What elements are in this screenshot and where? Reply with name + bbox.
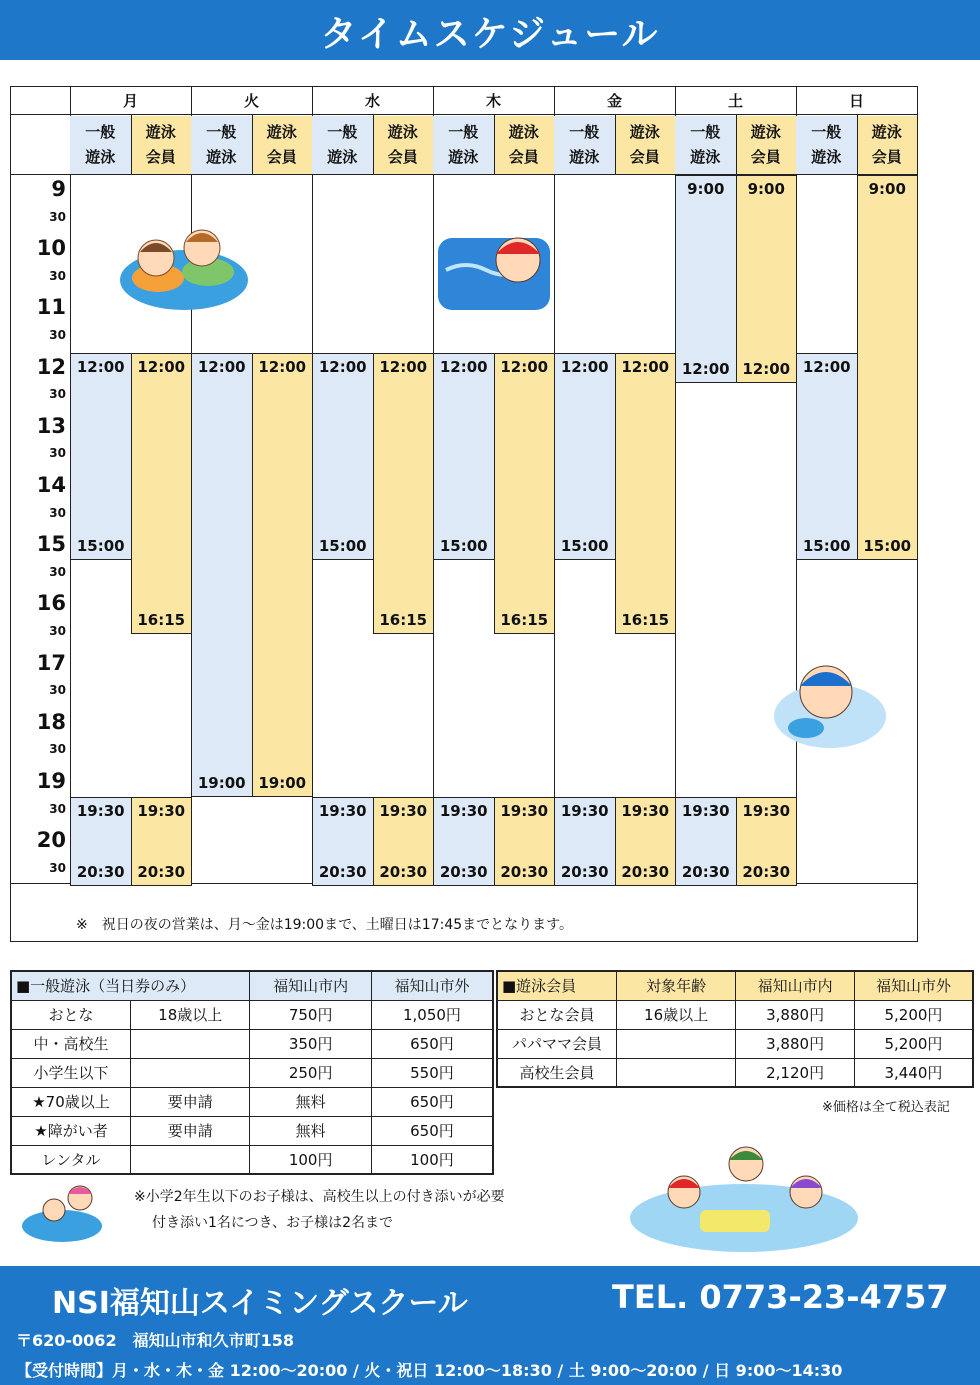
col-city-inside: 福知山市内 (250, 971, 371, 1000)
child-note-line1: ※小学2年生以下のお子様は、高校生以上の付き添いが必要 (134, 1189, 505, 1205)
block-end-time: 16:15 (500, 611, 549, 630)
block-end-time: 20:30 (76, 862, 125, 881)
col-target-age: 対象年齢 (616, 971, 735, 1000)
col-member-header (615, 116, 676, 174)
col-member-header (857, 116, 918, 174)
block-start-time: 19:30 (621, 801, 670, 820)
member-price-row (497, 1000, 973, 1029)
block-start-time: 19:30 (137, 801, 186, 820)
price-cell (616, 1029, 735, 1058)
reception-hours: 【受付時間】月・水・木・金 12:00～20:00 / 火・祝日 12:00～18:30 / 土 9:00～20:00 / 日 9:00～14:30 (16, 1361, 843, 1380)
block-start-time: 12:00 (137, 357, 186, 376)
general-swim-block (312, 353, 374, 561)
day-label: 月 (122, 92, 138, 110)
general-price-row (11, 1087, 493, 1116)
col-member-line1: 遊泳 (508, 123, 539, 141)
col-general-line2: 遊泳 (690, 148, 721, 166)
block-end-time: 15:00 (863, 537, 912, 556)
general-price-row (11, 1000, 493, 1029)
col-general-line2: 遊泳 (448, 148, 479, 166)
price-cell: 350円 (250, 1029, 371, 1058)
hour-label: 13 (36, 413, 66, 438)
hour-label: 11 (36, 295, 66, 320)
block-end-time: 16:15 (621, 611, 670, 630)
general-swim-block (433, 797, 495, 886)
sub-divider (494, 114, 495, 175)
block-start-time: 19:30 (500, 801, 549, 820)
member-swim-block (494, 353, 556, 635)
general-swim-block (554, 353, 616, 561)
hour-label: 9 (51, 177, 66, 201)
price-cell: 650円 (371, 1029, 493, 1058)
col-member-header (736, 116, 797, 174)
col-general-line2: 遊泳 (206, 148, 237, 166)
price-cell: 5,200円 (854, 1029, 973, 1058)
block-start-time: 19:30 (439, 801, 488, 820)
half-hour-label: 30 (49, 860, 66, 875)
block-start-time: 12:00 (560, 357, 609, 376)
block-end-time: 15:00 (318, 537, 367, 556)
sub-divider (131, 114, 132, 175)
block-start-time: 9:00 (747, 180, 785, 198)
footer-banner (0, 1266, 980, 1385)
block-end-time: 20:30 (560, 862, 609, 881)
block-end-time: 12:00 (742, 359, 791, 378)
col-member-line2: 会員 (387, 148, 418, 166)
member-price-row (497, 1029, 973, 1058)
member-swim-block (373, 797, 435, 886)
child-note-line2: 付き添い1名につき、お子様は2名まで (152, 1215, 393, 1231)
day-label: 火 (243, 92, 259, 110)
school-name: NSI福知山スイミングスクール (52, 1286, 468, 1321)
member-price-title: ■遊泳会員 (497, 971, 616, 1000)
kids-float-illustration (118, 220, 250, 312)
col-member-header (131, 116, 192, 174)
half-hour-label: 30 (49, 801, 66, 816)
hour-label: 19 (36, 769, 66, 793)
block-end-time: 20:30 (500, 862, 549, 881)
price-cell: 750円 (250, 1000, 371, 1029)
price-cell: ★70歳以上 (11, 1087, 131, 1116)
col-member-line2: 会員 (750, 148, 781, 166)
hour-label: 12 (36, 354, 66, 379)
price-cell: 3,880円 (736, 1029, 855, 1058)
block-start-time: 19:30 (742, 801, 791, 820)
price-cell: 3,440円 (854, 1058, 973, 1087)
block-end-time: 15:00 (439, 537, 488, 556)
general-price-row (11, 1029, 493, 1058)
swimmer-illustration-2 (770, 654, 888, 752)
price-cell: 100円 (250, 1145, 371, 1174)
block-start-time: 12:00 (197, 357, 246, 376)
price-cell: 550円 (371, 1058, 493, 1087)
member-swim-block (131, 353, 193, 635)
price-cell: 3,880円 (736, 1000, 855, 1029)
block-end-time: 20:30 (137, 862, 186, 881)
block-start-time: 19:30 (76, 801, 125, 820)
sub-divider (252, 114, 253, 175)
header-divider (10, 114, 918, 115)
col-general-line1: 一般 (85, 123, 116, 141)
col-member-line2: 会員 (266, 148, 297, 166)
col-general-header (554, 116, 615, 174)
sub-divider (615, 114, 616, 175)
general-price-table (10, 970, 494, 1175)
hour-label: 10 (36, 236, 66, 261)
day-label: 土 (727, 92, 743, 110)
general-swim-block (675, 175, 737, 383)
price-cell: 中・高校生 (11, 1029, 131, 1058)
sub-divider (373, 114, 374, 175)
member-price-header (497, 971, 973, 1000)
member-swim-block (131, 797, 193, 886)
price-cell: 高校生会員 (497, 1058, 616, 1087)
block-end-time: 20:30 (742, 862, 791, 881)
half-hour-label: 30 (49, 564, 66, 579)
half-hour-label: 30 (49, 446, 66, 461)
block-end-time: 16:15 (379, 611, 428, 630)
price-cell: 小学生以下 (11, 1058, 131, 1087)
day-label: 金 (606, 92, 622, 110)
hour-label: 20 (36, 828, 66, 853)
block-end-time: 20:30 (379, 862, 428, 881)
half-hour-label: 30 (49, 683, 66, 698)
block-end-time: 12:00 (681, 359, 730, 378)
col-member-line1: 遊泳 (871, 123, 902, 141)
col-member-line1: 遊泳 (750, 123, 781, 141)
col-member-header (494, 116, 555, 174)
general-swim-block (796, 353, 858, 561)
col-member-line1: 遊泳 (629, 123, 660, 141)
member-swim-block (615, 797, 677, 886)
general-swim-block (675, 797, 737, 886)
day-label: 日 (848, 92, 864, 110)
price-cell: 650円 (371, 1116, 493, 1145)
col-general-header (675, 116, 736, 174)
price-cell: 要申請 (131, 1087, 250, 1116)
col-general-header (70, 116, 131, 174)
col-member-line1: 遊泳 (387, 123, 418, 141)
half-hour-label: 30 (49, 209, 66, 224)
hour-label: 16 (36, 591, 66, 616)
col-general-line2: 遊泳 (569, 148, 600, 166)
block-end-time: 20:30 (439, 862, 488, 881)
block-start-time: 12:00 (439, 357, 488, 376)
block-end-time: 15:00 (76, 537, 125, 556)
col-member-header (373, 116, 434, 174)
col-general-line1: 一般 (569, 123, 600, 141)
member-swim-block (494, 797, 556, 886)
price-cell: 1,050円 (371, 1000, 493, 1029)
parent-child-illustration (20, 1180, 104, 1244)
col-general-line1: 一般 (690, 123, 721, 141)
price-cell: 無料 (250, 1087, 371, 1116)
col-member-line1: 遊泳 (145, 123, 176, 141)
day-label: 水 (364, 92, 380, 110)
col-general-header (312, 116, 373, 174)
price-cell (616, 1058, 735, 1087)
block-end-time: 16:15 (137, 611, 186, 630)
price-cell: おとな (11, 1000, 131, 1029)
col-general-header (433, 116, 494, 174)
price-cell: パパママ会員 (497, 1029, 616, 1058)
general-price-row (11, 1058, 493, 1087)
price-cell: レンタル (11, 1145, 131, 1174)
col-general-line2: 遊泳 (811, 148, 842, 166)
page-title: タイムスケジュール (320, 14, 660, 55)
sub-divider (857, 114, 858, 175)
hour-label: 15 (36, 532, 66, 557)
half-hour-label: 30 (49, 387, 66, 402)
col-member-line2: 会員 (871, 148, 902, 166)
col-member-line1: 遊泳 (266, 123, 297, 141)
kids-pool-illustration (628, 1130, 860, 1254)
block-start-time: 12:00 (500, 357, 549, 376)
col-member-line2: 会員 (508, 148, 539, 166)
block-start-time: 12:00 (258, 357, 307, 376)
hour-label: 18 (36, 709, 66, 734)
block-start-time: 12:00 (379, 357, 428, 376)
block-end-time: 15:00 (560, 537, 609, 556)
member-swim-block (736, 175, 798, 383)
half-hour-label: 30 (49, 624, 66, 638)
price-cell: 2,120円 (736, 1058, 855, 1087)
general-swim-block (433, 353, 495, 561)
block-start-time: 12:00 (802, 357, 851, 376)
tax-note: ※価格は全て税込表記 (822, 1100, 950, 1115)
price-cell: ★障がい者 (11, 1116, 131, 1145)
member-swim-block (857, 175, 919, 560)
price-cell (131, 1029, 250, 1058)
member-swim-block (736, 797, 798, 886)
sub-divider (736, 114, 737, 175)
block-end-time: 20:30 (318, 862, 367, 881)
member-swim-block (615, 353, 677, 635)
col-general-line1: 一般 (811, 123, 842, 141)
col-city-inside: 福知山市内 (736, 971, 855, 1000)
price-cell: 18歳以上 (131, 1000, 250, 1029)
col-city-outside: 福知山市外 (854, 971, 973, 1000)
member-swim-block (252, 353, 314, 797)
block-end-time: 19:00 (197, 773, 246, 792)
col-general-line2: 遊泳 (327, 148, 358, 166)
block-end-time: 15:00 (802, 537, 851, 556)
col-city-outside: 福知山市外 (371, 971, 493, 1000)
price-cell: 16歳以上 (616, 1000, 735, 1029)
block-start-time: 12:00 (76, 357, 125, 376)
general-swim-block (70, 353, 132, 561)
block-start-time: 19:30 (681, 801, 730, 820)
half-hour-label: 30 (49, 328, 66, 342)
block-start-time: 19:30 (318, 801, 367, 820)
block-start-time: 9:00 (687, 180, 725, 198)
block-start-time: 19:30 (379, 801, 428, 820)
price-cell: 要申請 (131, 1116, 250, 1145)
col-general-header (191, 116, 252, 174)
col-general-header (796, 116, 857, 174)
address: 〒620-0062 福知山市和久市町158 (16, 1331, 294, 1350)
price-cell: 650円 (371, 1087, 493, 1116)
general-price-row (11, 1145, 493, 1174)
top-banner (0, 0, 980, 60)
holiday-note: ※ 祝日の夜の営業は、月～金は19:00まで、土曜日は17:45までとなります。 (76, 917, 574, 933)
general-swim-block (554, 797, 616, 886)
member-swim-block (373, 353, 435, 635)
block-start-time: 19:30 (560, 801, 609, 820)
general-price-row (11, 1116, 493, 1145)
col-general-line1: 一般 (206, 123, 237, 141)
col-general-line1: 一般 (448, 123, 479, 141)
member-price-row (497, 1058, 973, 1087)
price-cell: 100円 (371, 1145, 493, 1174)
hour-label: 17 (36, 650, 66, 675)
block-start-time: 12:00 (621, 357, 670, 376)
day-label: 木 (485, 92, 501, 110)
price-cell (131, 1058, 250, 1087)
col-member-line2: 会員 (629, 148, 660, 166)
general-swim-block (70, 797, 132, 886)
price-cell: 250円 (250, 1058, 371, 1087)
block-end-time: 19:00 (258, 773, 307, 792)
general-swim-block (312, 797, 374, 886)
phone-number[interactable]: TEL. 0773-23-4757 (612, 1278, 949, 1316)
half-hour-label: 30 (49, 505, 66, 520)
half-hour-label: 30 (49, 268, 66, 283)
block-end-time: 20:30 (681, 862, 730, 881)
member-price-table (496, 970, 974, 1088)
general-price-title: ■一般遊泳（当日券のみ） (11, 971, 250, 1000)
hour-label: 14 (36, 473, 66, 497)
swimmer-illustration (436, 230, 552, 314)
block-end-time: 20:30 (621, 862, 670, 881)
general-swim-block (191, 353, 253, 797)
price-cell (131, 1145, 250, 1174)
col-general-line2: 遊泳 (85, 148, 116, 166)
price-cell: おとな会員 (497, 1000, 616, 1029)
block-start-time: 12:00 (318, 357, 367, 376)
general-price-header (11, 971, 493, 1000)
price-cell: 5,200円 (854, 1000, 973, 1029)
col-member-header (252, 116, 313, 174)
col-general-line1: 一般 (327, 123, 358, 141)
col-member-line2: 会員 (145, 148, 176, 166)
price-cell: 無料 (250, 1116, 371, 1145)
block-start-time: 9:00 (868, 180, 906, 198)
half-hour-label: 30 (49, 742, 66, 757)
